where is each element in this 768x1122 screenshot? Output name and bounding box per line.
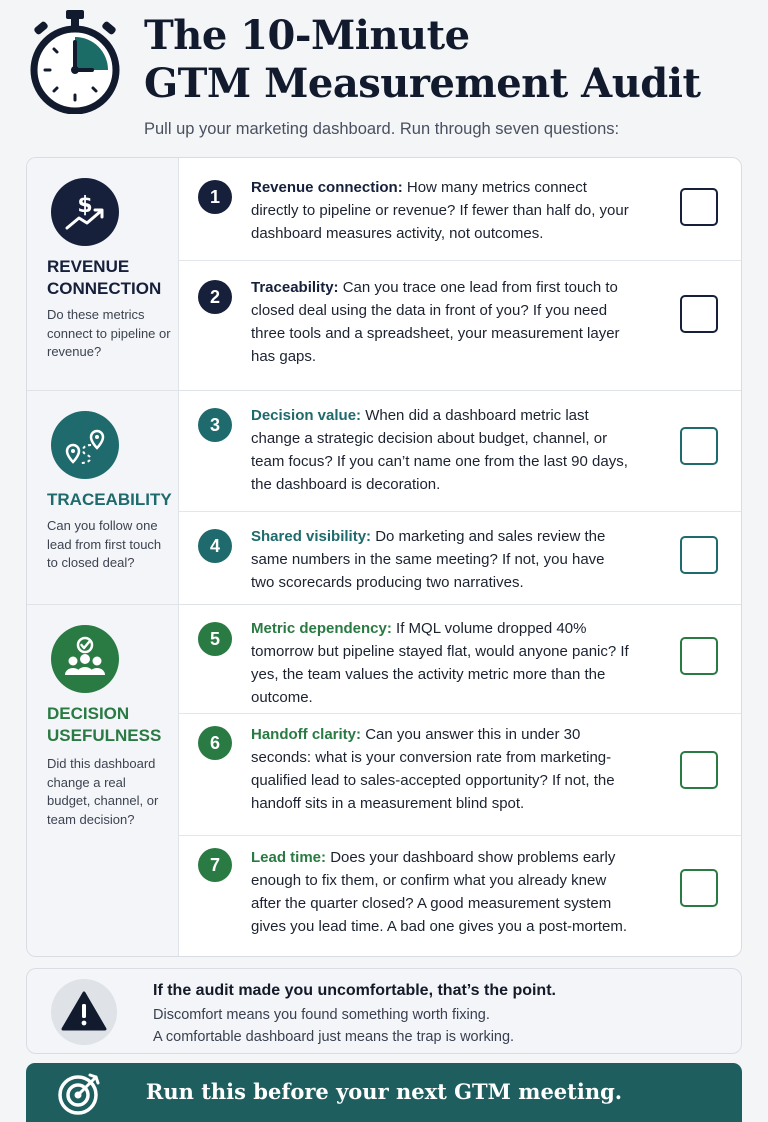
category-title: DECISION USEFULNESS (47, 704, 162, 745)
item-number: 1 (198, 180, 232, 214)
item-text: Does your dashboard show problems early enough to fix them, or confirm what you already knew after the quarter closed? A good measurement system gives you lead time. A bad one gives you a post-mortem. (251, 849, 628, 935)
category-question: Can you follow one lead from first touch to closed deal? (47, 518, 162, 570)
item-label: Traceability: (251, 279, 339, 296)
warning-line-1: Discomfort means you found something worth fixing. (153, 1007, 490, 1023)
item-checkbox[interactable] (680, 295, 718, 333)
item-text: Do marketing and sales review the same numbers in the same meeting? If not, you have two scorecards producing two narratives. (251, 528, 606, 591)
item-label: Handoff clarity: (251, 726, 362, 743)
warning-headline: If the audit made you uncomfortable, that’s the point. (153, 982, 556, 999)
svg-text:$: $ (77, 193, 93, 218)
item-label: Lead time: (251, 849, 327, 866)
item-label: Revenue connection: (251, 179, 403, 196)
item-text: Can you trace one lead from first touch to closed deal using the data in front of you? If you need three tools and a spreadsheet, your measurement layer has gaps. (251, 279, 620, 365)
stopwatch-icon (28, 10, 122, 114)
row-divider (179, 713, 742, 714)
item-text: How many metrics connect directly to pipeline or revenue? If fewer than half do, your dashboard measures activity, not outcomes. (251, 179, 629, 242)
item-checkbox[interactable] (680, 869, 718, 907)
item-number: 3 (198, 408, 232, 442)
item-checkbox[interactable] (680, 751, 718, 789)
header (0, 0, 768, 150)
item-checkbox[interactable] (680, 188, 718, 226)
item-label: Metric dependency: (251, 620, 392, 637)
footer-banner (26, 1063, 742, 1122)
item-number: 2 (198, 280, 232, 314)
row-divider (179, 511, 742, 512)
list-item (251, 276, 631, 368)
row-divider (179, 260, 742, 261)
row-divider (179, 835, 742, 836)
item-checkbox[interactable] (680, 637, 718, 675)
item-text: Can you answer this in under 30 seconds: what is your conversion rate from marketing-qualified lead to sales-accepted opportunity? If not, the handoff sits in a measurement blind spot. (251, 726, 615, 812)
page-subtitle: Pull up your marketing dashboard. Run through seven questions: (144, 120, 620, 138)
item-text: When did a dashboard metric last change a strategic decision about budget, channel, or team focus? If you can’t name one from the last 90 days, the dashboard is decoration. (251, 407, 628, 493)
item-checkbox[interactable] (680, 427, 718, 465)
category-traceability (27, 391, 179, 604)
banner-text: Run this before your next GTM meeting. (145, 1079, 623, 1104)
list-item (251, 404, 631, 496)
dollar-growth-icon (51, 178, 119, 246)
item-number: 4 (198, 529, 232, 563)
list-item (251, 617, 631, 709)
title-line-1: The 10-Minute (144, 12, 470, 59)
page-title (144, 12, 700, 108)
item-checkbox[interactable] (680, 536, 718, 574)
item-number: 6 (198, 726, 232, 760)
route-pin-icon (51, 411, 119, 479)
title-line-2: GTM Measurement Audit (144, 60, 701, 107)
warning-callout (26, 968, 742, 1054)
item-number: 7 (198, 848, 232, 882)
category-title: TRACEABILITY (47, 490, 172, 509)
warning-line-2: A comfortable dashboard just means the trap is working. (153, 1029, 515, 1045)
category-decision-usefulness (27, 605, 179, 957)
list-item (251, 846, 631, 938)
category-question: Did this dashboard change a real budget, channel, or team decision? (47, 756, 159, 827)
item-label: Decision value: (251, 407, 362, 424)
category-revenue-connection (27, 158, 179, 390)
team-check-icon (51, 625, 119, 693)
item-text: If MQL volume dropped 40% tomorrow but pipeline stayed flat, would anyone panic? If yes, the team values the activity metric more than the outcome. (251, 620, 629, 706)
item-label: Shared visibility: (251, 528, 372, 545)
item-number: 5 (198, 622, 232, 656)
list-item (251, 176, 631, 245)
audit-panel (26, 157, 742, 957)
category-title: REVENUE CONNECTION (47, 257, 162, 298)
list-item (251, 525, 631, 594)
list-item (251, 723, 631, 815)
warning-icon (51, 979, 117, 1045)
category-question: Do these metrics connect to pipeline or revenue? (47, 307, 171, 359)
